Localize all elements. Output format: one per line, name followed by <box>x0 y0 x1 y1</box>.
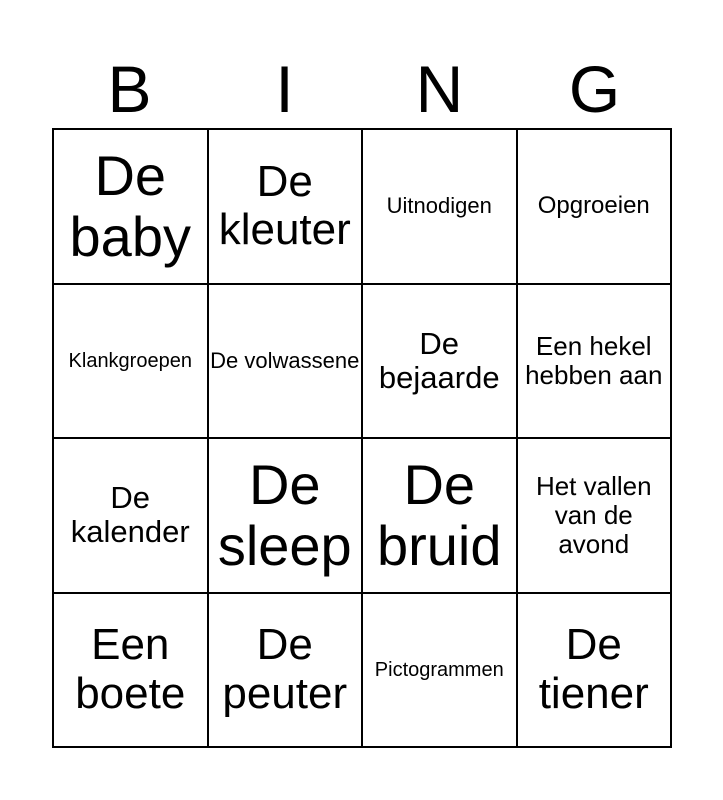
cell-text: De kalender <box>70 480 190 550</box>
bingo-cell[interactable] <box>363 594 518 749</box>
cell-text: De kleuter <box>218 156 351 255</box>
bingo-cell[interactable] <box>518 285 673 440</box>
cell-text: De peuter <box>222 620 348 718</box>
bingo-cell[interactable] <box>209 439 364 594</box>
cell-text: De sleep <box>217 452 352 578</box>
bingo-cell[interactable] <box>54 130 209 285</box>
cell-text: De volwassene <box>210 347 360 373</box>
cell-text: De baby <box>69 143 191 269</box>
cell-text: Een hekel hebben aan <box>525 331 663 390</box>
cell-text: Het vallen van de avond <box>535 471 652 559</box>
cell-text: De bejaarde <box>378 325 500 395</box>
bingo-cell[interactable] <box>363 439 518 594</box>
bingo-cell[interactable] <box>209 285 364 440</box>
header-letter-i: I <box>275 52 294 126</box>
bingo-grid <box>52 128 672 748</box>
bingo-cell[interactable] <box>209 594 364 749</box>
header-letter-g: G <box>568 52 621 126</box>
bingo-cell[interactable] <box>54 439 209 594</box>
bingo-cell[interactable] <box>209 130 364 285</box>
bingo-cell[interactable] <box>363 130 518 285</box>
cell-text: Uitnodigen <box>386 193 492 219</box>
bingo-cell[interactable] <box>518 594 673 749</box>
cell-text: Opgroeien <box>537 192 650 220</box>
bingo-header <box>52 50 672 128</box>
bingo-cell[interactable] <box>518 439 673 594</box>
cell-text: Een boete <box>75 620 186 718</box>
cell-text: De tiener <box>538 620 649 718</box>
bingo-cell[interactable] <box>54 285 209 440</box>
bingo-cell[interactable] <box>54 594 209 749</box>
cell-text: De bruid <box>376 452 502 578</box>
header-letter-n: N <box>415 52 464 126</box>
cell-text: Pictogrammen <box>374 658 504 681</box>
bingo-cell[interactable] <box>518 130 673 285</box>
cell-text: Klankgroepen <box>68 349 192 372</box>
header-letter-b: B <box>107 52 152 126</box>
bingo-cell[interactable] <box>363 285 518 440</box>
